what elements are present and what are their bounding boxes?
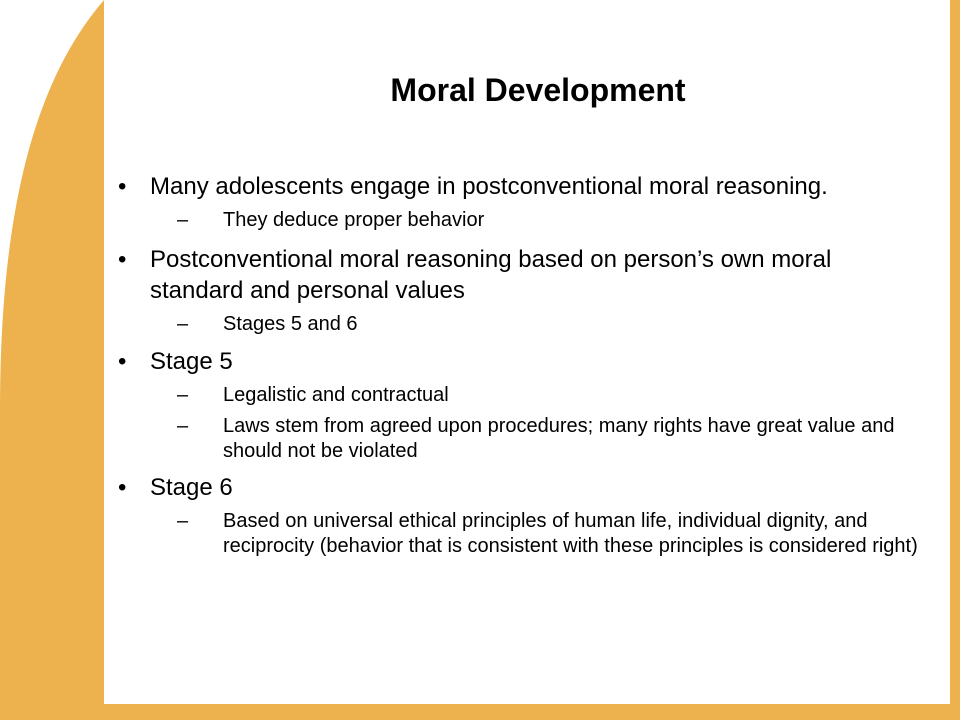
sub-text: Laws stem from agreed upon procedures; many rights have great value and should not be violated <box>223 415 895 462</box>
sub-marker: – <box>177 384 189 406</box>
bullet-text: Postconventional moral reasoning based on person’s own moral standard and personal values <box>150 246 832 304</box>
sub-text: Stages 5 and 6 <box>223 313 358 335</box>
sub-marker: – <box>177 510 189 532</box>
bullet-list <box>118 171 918 559</box>
bullet-item <box>118 346 918 464</box>
sub-item <box>177 208 918 233</box>
bottom-accent-strip <box>104 704 960 720</box>
sub-text: They deduce proper behavior <box>223 209 485 231</box>
bullet-marker: • <box>118 348 127 375</box>
bullet-item <box>118 472 918 559</box>
bullet-item <box>118 244 918 337</box>
sub-marker: – <box>177 209 189 231</box>
sub-text: Based on universal ethical principles of human life, individual dignity, and reciprocity (behavior that is consistent with these principles is considered right) <box>223 510 918 557</box>
bullet-marker: • <box>118 474 127 501</box>
slide-title: Moral Development <box>390 72 686 108</box>
sub-text: Legalistic and contractual <box>223 384 449 406</box>
right-accent-strip <box>950 0 960 720</box>
bullet-text: Stage 6 <box>150 474 233 501</box>
sub-list <box>150 208 918 233</box>
bullet-text: Stage 5 <box>150 348 233 375</box>
bullet-text: Many adolescents engage in postconventional moral reasoning. <box>150 173 828 200</box>
bullet-marker: • <box>118 246 127 273</box>
sub-marker: – <box>177 313 189 335</box>
sub-item <box>177 383 918 408</box>
sub-list <box>150 383 918 464</box>
sub-list <box>150 509 918 559</box>
sub-item <box>177 414 918 464</box>
sub-list <box>150 312 918 337</box>
sub-item <box>177 509 918 559</box>
sub-item <box>177 312 918 337</box>
bullet-item <box>118 171 918 233</box>
bullet-marker: • <box>118 173 127 200</box>
left-accent-band <box>0 0 104 720</box>
sub-marker: – <box>177 415 189 437</box>
